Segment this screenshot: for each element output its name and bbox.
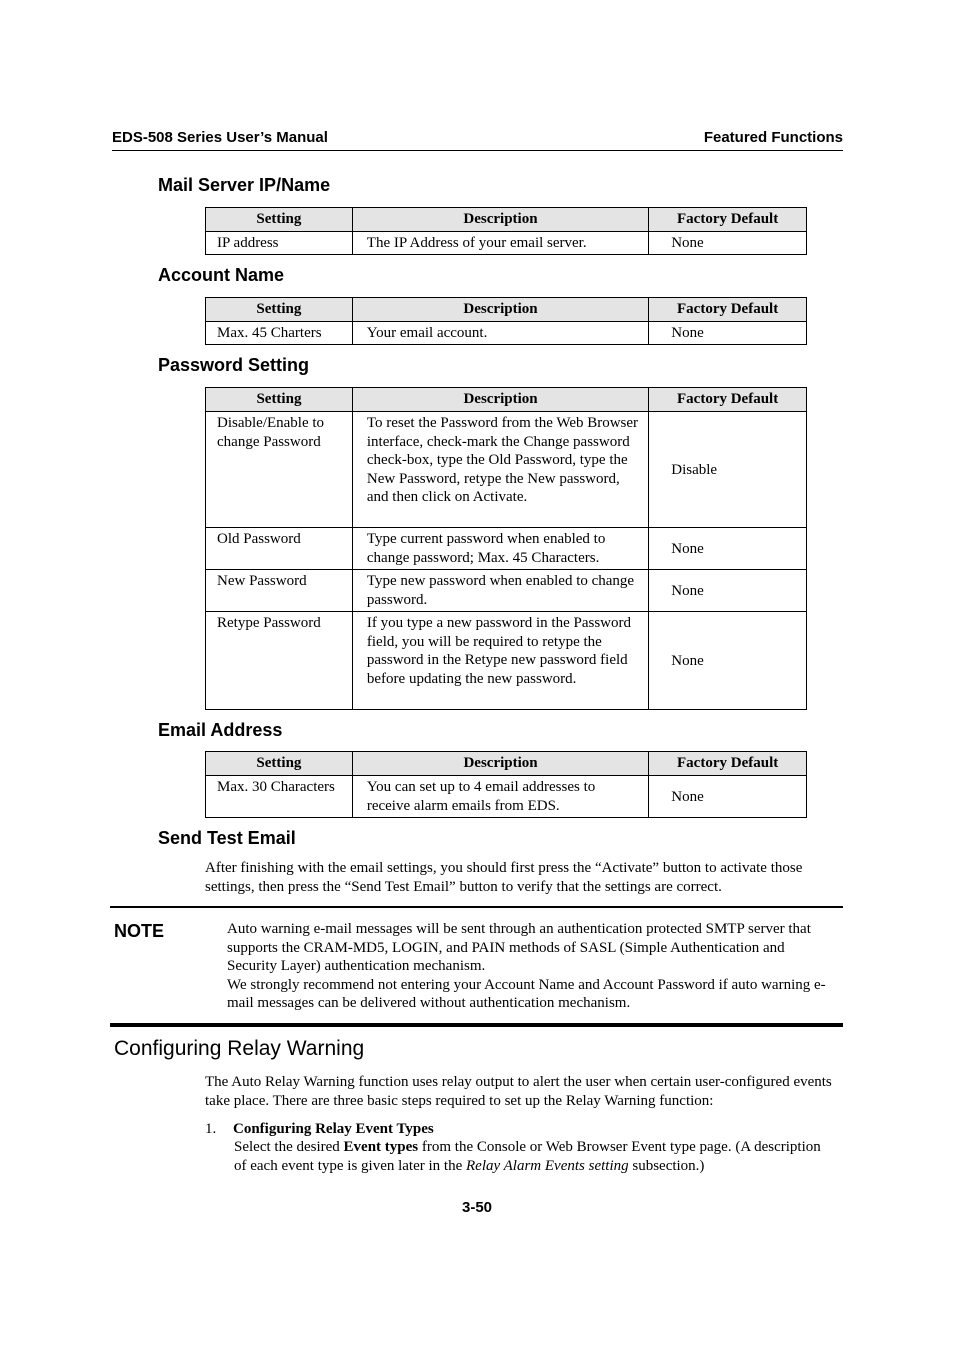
account-name-heading: Account Name: [158, 265, 285, 285]
column-header-setting: Setting: [206, 298, 353, 322]
note-bottom-rule: [110, 1023, 843, 1027]
send-test-email-heading: Send Test Email: [158, 828, 296, 848]
chapter-title: Featured Functions: [703, 129, 843, 146]
column-header-default: Factory Default: [649, 388, 807, 412]
manual-title: EDS-508 Series User’s Manual: [112, 129, 328, 146]
password-setting-heading: Password Setting: [158, 355, 310, 375]
column-header-default: Factory Default: [649, 298, 807, 322]
mail-server-heading: Mail Server IP/Name: [158, 175, 331, 195]
column-header-description: Description: [352, 752, 648, 776]
relay-intro-text: The Auto Relay Warning function uses relay output to alert the user when certain user-configured events take place. There are three basic steps required to set up the Relay Warning function:: [205, 1074, 832, 1109]
send-test-email-text: After finishing with the email settings, you should first press the “Activate” button to activate those settings, then press the “Send Test Email” button to verify that the settings are correct.: [205, 860, 803, 895]
page-header: [112, 129, 843, 151]
note-paragraph: Auto warning e-mail messages will be sent through an authentication protected SMTP server that supports the CRAM-MD5, LOGIN, and PAIN methods of SASL (Simple Authentication and Security Layer) authentication mechanism.: [227, 921, 811, 974]
note-label: NOTE: [114, 921, 165, 941]
table-row: Max. 45 Charters Your email account. None: [206, 322, 807, 345]
email-address-heading: Email Address: [158, 720, 283, 740]
section-title: Configuring Relay Warning: [114, 1037, 365, 1060]
table-row: IP address The IP Address of your email server. None: [206, 232, 807, 255]
step-title: Configuring Relay Event Types: [233, 1121, 434, 1137]
table-row: New Password Type new password when enabled to change password. None: [206, 570, 807, 612]
column-header-default: Factory Default: [649, 208, 807, 232]
column-header-description: Description: [352, 208, 648, 232]
column-header-setting: Setting: [206, 388, 353, 412]
step-number: 1.: [205, 1121, 217, 1137]
table-row: Disable/Enable to change Password To reset the Password from the Web Browser interface, check-mark the Change password check-box, type the Old Password, type the New Password, retype the New password, and then click on Activate. Disable: [206, 412, 807, 528]
account-name-table: [205, 297, 807, 345]
column-header-description: Description: [352, 298, 648, 322]
password-setting-table: [205, 387, 807, 710]
step-body: Select the desired Event types from the Console or Web Browser Event type page. (A description of each event type is given later in the Relay Alarm Events setting subsection.): [234, 1139, 821, 1174]
mail-server-table: [205, 207, 807, 255]
note-text: [227, 920, 837, 1013]
table-row: Max. 30 Characters You can set up to 4 email addresses to receive alarm emails from EDS. None: [206, 776, 807, 818]
note-top-rule: [110, 906, 843, 908]
email-address-table: [205, 751, 807, 818]
column-header-setting: Setting: [206, 208, 353, 232]
column-header-setting: Setting: [206, 752, 353, 776]
note-paragraph: We strongly recommend not entering your Account Name and Account Password if auto warning e-mail messages can be delivered without authentication mechanism.: [227, 976, 826, 1011]
column-header-default: Factory Default: [649, 752, 807, 776]
column-header-description: Description: [352, 388, 648, 412]
page-number: 3-50: [461, 1199, 493, 1216]
table-row: Old Password Type current password when enabled to change password; Max. 45 Characters. None: [206, 528, 807, 570]
table-row: Retype Password If you type a new password in the Password field, you will be required to retype the password in the Retype new password field before updating the new password. None: [206, 612, 807, 710]
